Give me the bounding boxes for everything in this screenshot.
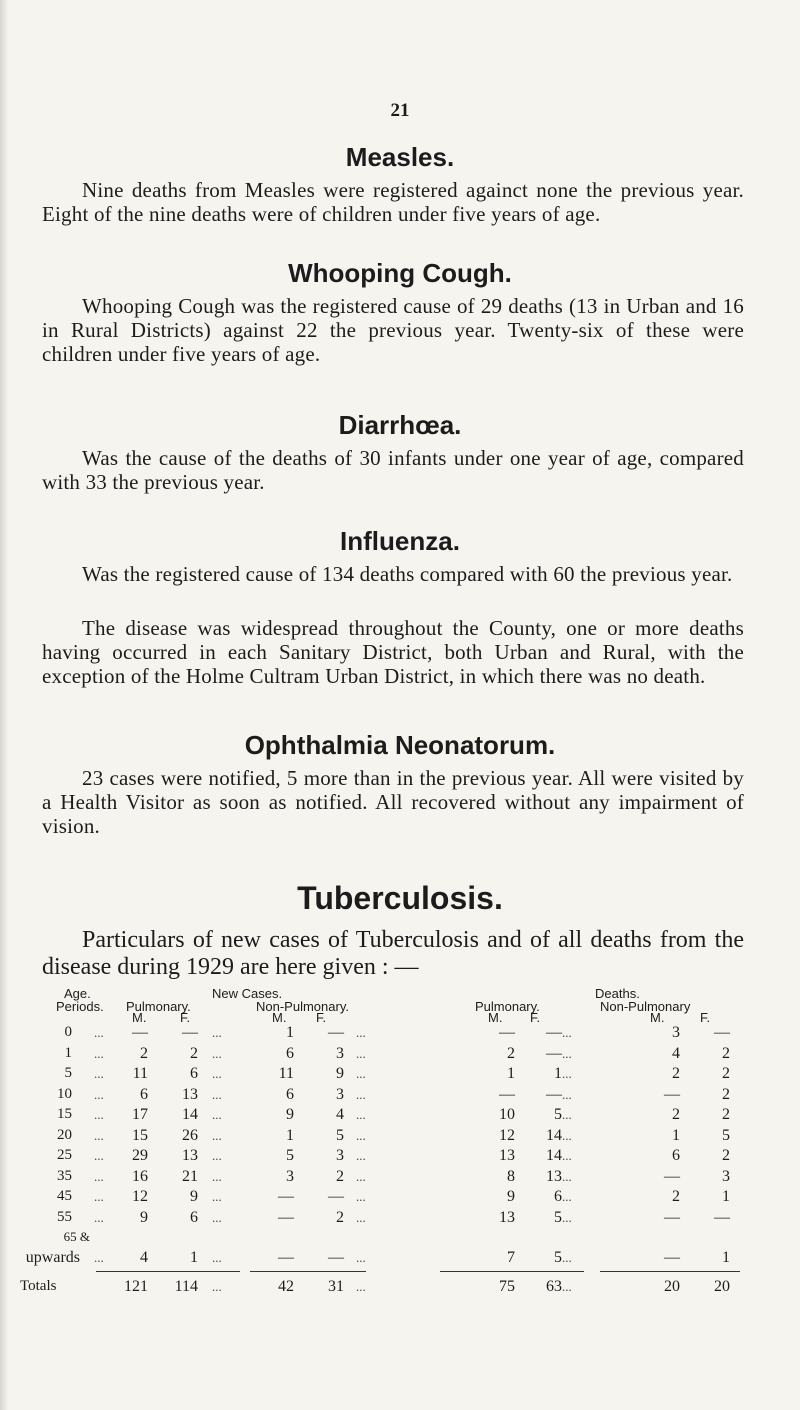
table-cell: 5 [554,1249,562,1266]
leader-dots: ... [356,1107,366,1122]
table-cell: 1 [190,1249,198,1266]
table-cell: 6 [140,1085,148,1103]
table-cell: 14 [546,1147,562,1164]
table-cell: 6 [286,1044,294,1062]
leader-dots: ... [212,1168,222,1184]
table-cell: — [132,1024,148,1041]
leader-dots: ... [94,1168,104,1184]
leader-dots: ... [212,1045,222,1061]
table-cell: — [499,1085,515,1103]
tuberculosis-intro: Particulars of new cases of Tuberculosis and of all deaths from the disease during 1929 are here given : — [42,927,744,980]
leader-dots: ... [212,1250,222,1265]
table-cell: — [182,1024,198,1041]
table-cell: 26 [182,1126,198,1144]
table-cell: 9 [507,1188,515,1205]
totals-label: Totals [20,1278,57,1294]
age-label: 15 [57,1106,72,1122]
table-cell: 5 [286,1147,294,1164]
total-rule [440,1271,584,1272]
leader-dots: ... [212,1279,222,1294]
table-cell: — [546,1044,562,1062]
total-cell: 31 [328,1278,344,1295]
leader-dots: ... [562,1025,572,1040]
leader-dots: ... [562,1148,572,1163]
table-cell: — [664,1249,680,1266]
leader-dots: ... [356,1168,366,1184]
table-cell: 14 [182,1106,198,1123]
total-cell: 42 [278,1278,294,1295]
age-label: 35 [57,1167,72,1184]
table-cell: 2 [672,1106,680,1123]
leader-dots: ... [94,1250,104,1265]
header-deaths-non-pulmonary: Non-Pulmonary [600,999,691,1014]
leader-dots: ... [562,1045,572,1061]
table-cell: 2 [722,1065,730,1082]
ophthalmia-heading: Ophthalmia Neonatorum. [244,730,556,760]
leader-dots: ... [562,1127,572,1143]
table-cell: 1 [286,1126,294,1144]
table-cell: — [499,1024,515,1041]
table-cell: 3 [722,1167,730,1185]
leader-dots: ... [356,1189,366,1204]
leader-dots: ... [212,1086,222,1102]
header-periods: Periods. [56,999,104,1014]
table-cell: 1 [554,1065,562,1082]
table-cell: — [664,1085,680,1103]
table-cell: 9 [336,1065,344,1082]
table-cell: — [664,1208,680,1226]
leader-dots: ... [212,1066,222,1081]
age-label: 25 [57,1147,72,1163]
table-cell: 12 [132,1188,148,1205]
table-cell: 3 [672,1024,680,1041]
page-number: 21 [390,100,410,121]
table-cell: 6 [286,1085,294,1103]
table-cell: — [546,1085,562,1103]
table-cell: — [278,1249,294,1266]
leader-dots: ... [356,1127,366,1143]
table-cell: 3 [336,1085,344,1103]
leader-dots: ... [212,1148,222,1163]
header-new-non-pulmonary: Non-Pulmonary. [256,999,349,1014]
header-new-pulmonary: Pulmonary. [126,999,191,1014]
header-female: F. [700,1010,711,1025]
leader-dots: ... [212,1107,222,1122]
table-cell: 17 [132,1106,148,1123]
table-cell: 8 [507,1167,515,1185]
leader-dots: ... [94,1148,104,1163]
leader-dots: ... [94,1127,104,1143]
table-cell: 10 [499,1106,515,1123]
influenza-heading: Influenza. [340,526,460,556]
table-cell: 1 [507,1065,515,1082]
table-cell: 2 [140,1044,148,1062]
table-cell: 9 [190,1188,198,1205]
table-cell: 2 [722,1085,730,1103]
table-cell: 6 [554,1188,562,1205]
leader-dots: ... [212,1189,222,1204]
page-edge [0,0,8,1410]
leader-dots: ... [94,1025,104,1040]
age-label: 65 & [63,1229,90,1244]
table-cell: 1 [286,1024,294,1041]
table-cell: 13 [499,1208,515,1226]
leader-dots: ... [562,1279,572,1294]
age-label: 10 [57,1085,72,1102]
ophthalmia-text: 23 cases were notified, 5 more than in the previous year. All were visited by a Health Visitor as soon as notified. All recovered without any impairment of vision. [42,766,744,838]
total-cell: 121 [124,1278,148,1295]
leader-dots: ... [356,1086,366,1102]
table-cell: 3 [336,1147,344,1164]
table-cell: 1 [722,1249,730,1266]
total-cell: 20 [664,1278,680,1295]
leader-dots: ... [356,1148,366,1163]
leader-dots: ... [562,1250,572,1265]
age-label: 0 [64,1024,72,1040]
total-rule [96,1271,240,1272]
table-cell: 2 [672,1065,680,1082]
age-label: 45 [57,1188,72,1204]
leader-dots: ... [212,1025,222,1040]
table-cell: 7 [507,1249,515,1266]
total-cell: 63 [546,1278,562,1295]
table-cell: — [328,1188,344,1205]
leader-dots: ... [212,1127,222,1143]
table-cell: — [278,1188,294,1205]
influenza-text: Was the registered cause of 134 deaths compared with 60 the previous year. [82,562,733,586]
table-cell: 1 [672,1126,680,1144]
leader-dots: ... [356,1209,366,1225]
header-female: F. [180,1010,191,1025]
total-cell: 114 [174,1278,198,1295]
table-cell: 2 [336,1167,344,1185]
header-male: M. [272,1010,287,1025]
table-cell: 21 [182,1167,198,1185]
header-deaths-pulmonary: Pulmonary. [475,999,540,1014]
table-cell: 4 [672,1044,680,1062]
table-cell: 4 [140,1249,148,1266]
leader-dots: ... [94,1209,104,1225]
header-deaths: Deaths. [595,986,640,1001]
table-cell: 13 [182,1085,198,1103]
table-cell: 5 [336,1126,344,1144]
table-cell: 29 [132,1147,148,1164]
table-cell: 2 [507,1044,515,1062]
table-cell: — [328,1249,344,1266]
table-cell: 6 [672,1147,680,1164]
table-cell: 12 [499,1126,515,1144]
header-female: F. [530,1010,541,1025]
leader-dots: ... [94,1086,104,1102]
table-cell: 2 [722,1147,730,1164]
table-cell: 6 [190,1208,198,1226]
table-cell: 14 [546,1126,562,1144]
table-cell: 16 [132,1167,148,1185]
leader-dots: ... [562,1066,572,1081]
total-cell: 20 [714,1278,730,1295]
table-cell: 13 [499,1147,515,1164]
age-label: 20 [57,1126,72,1143]
leader-dots: ... [94,1107,104,1122]
header-male: M. [132,1010,147,1025]
tuberculosis-heading: Tuberculosis. [297,880,503,916]
header-male: M. [488,1010,503,1025]
leader-dots: ... [562,1189,572,1204]
table-cell: 3 [336,1044,344,1062]
table-cell: 11 [132,1065,148,1082]
total-rule [600,1271,740,1272]
table-cell: 4 [336,1106,344,1123]
age-label-2: upwards [25,1249,80,1266]
whooping-cough-heading: Whooping Cough. [288,258,512,288]
leader-dots: ... [94,1045,104,1061]
table-cell: — [664,1167,680,1185]
leader-dots: ... [356,1250,366,1265]
leader-dots: ... [356,1279,366,1294]
leader-dots: ... [212,1209,222,1225]
table-cell: 9 [140,1208,148,1226]
table-cell: 2 [722,1106,730,1123]
table-cell: — [714,1024,730,1041]
header-female: F. [316,1010,327,1025]
table-cell: 5 [554,1106,562,1123]
whooping-cough-text: Whooping Cough was the registered cause of 29 deaths (13 in Urban and 16 in Rural Districts) against 22 the previous year. Twenty-six of these were children under five years of age. [42,294,744,366]
leader-dots: ... [562,1086,572,1102]
leader-dots: ... [356,1025,366,1040]
measles-text: Nine deaths from Measles were registered againct none the previous year. Eight of the nine deaths were of children under five years of age. [42,178,744,226]
leader-dots: ... [562,1168,572,1184]
header-new-cases: New Cases. [212,986,283,1001]
total-cell: 75 [499,1278,515,1295]
table-cell: 2 [190,1044,198,1062]
table-cell: — [714,1208,730,1226]
header-male: M. [650,1010,665,1025]
leader-dots: ... [562,1107,572,1122]
table-cell: 5 [554,1208,562,1226]
table-cell: 2 [672,1188,680,1205]
table-cell: 6 [190,1065,198,1082]
table-cell: 2 [722,1044,730,1062]
table-cell: 15 [132,1126,148,1144]
table-cell: 3 [286,1167,294,1185]
table-cell: — [278,1208,294,1226]
leader-dots: ... [562,1209,572,1225]
age-label: 5 [64,1065,72,1081]
table-cell: 13 [182,1147,198,1164]
measles-heading: Measles. [345,142,455,172]
leader-dots: ... [356,1045,366,1061]
table-cell: 5 [722,1126,730,1144]
diarrhoea-heading: Diarrhœa. [338,410,462,440]
table-cell: 2 [336,1208,344,1226]
table-cell: 13 [546,1167,562,1185]
table-cell: — [546,1024,562,1041]
table-cell: 1 [722,1188,730,1205]
leader-dots: ... [94,1189,104,1204]
diarrhoea-text: Was the cause of the deaths of 30 infants under one year of age, compared with 33 the previous year. [42,446,744,494]
influenza-text-2: The disease was widespread throughout the County, one or more deaths having occurred in each Sanitary District, both Urban and Rural, with the exception of the Holme Cultram Urban District, in which there was no death. [42,616,744,688]
age-label: 55 [57,1208,72,1225]
table-cell: 11 [278,1065,294,1082]
header-age: Age. [64,986,91,1001]
leader-dots: ... [94,1066,104,1081]
leader-dots: ... [356,1066,366,1081]
total-rule [250,1271,366,1272]
table-cell: — [328,1024,344,1041]
table-cell: 9 [286,1106,294,1123]
age-label: 1 [64,1044,72,1061]
